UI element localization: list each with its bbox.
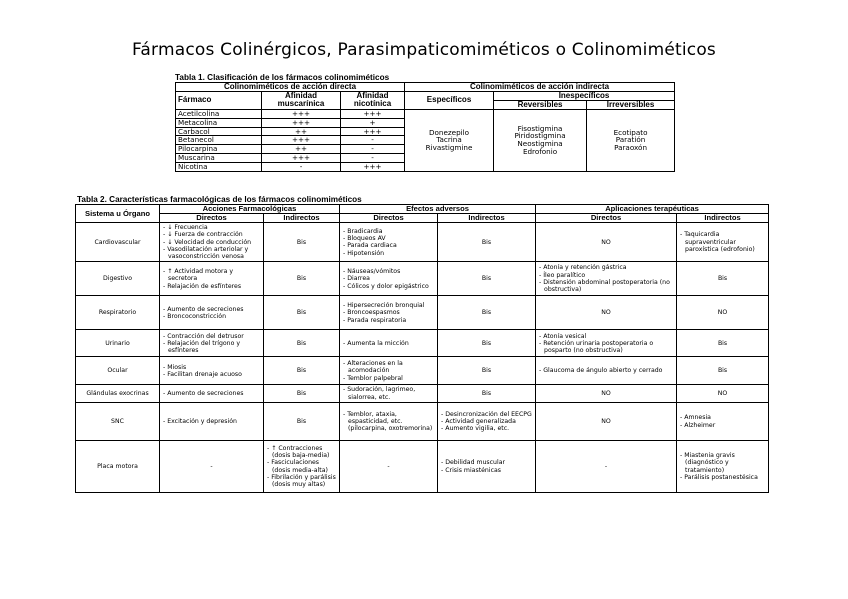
list-item: - Actividad generalizada xyxy=(441,417,516,425)
nic-affinity: - xyxy=(341,145,405,154)
list-item: - Miastenia gravis (diagnóstico y tratamiento) xyxy=(680,451,735,474)
list-item: Tacrina xyxy=(436,135,462,145)
list-item: - Desincronización del EECPG xyxy=(441,410,532,418)
list-item: - Miosis xyxy=(163,363,187,371)
list-item: - Temblor palpebral xyxy=(343,374,403,382)
list-item: - ↑ Actividad motora y secretora xyxy=(163,268,234,283)
list-item: - Fibrilación y parálisis (dosis muy altas) xyxy=(267,473,336,489)
list-item: - Bloqueos AV xyxy=(343,234,386,242)
app-ind-cell: Bis xyxy=(677,330,769,357)
app-ind-cell: NO xyxy=(677,385,769,403)
table-row xyxy=(76,385,769,403)
list-item: - Aumenta la micción xyxy=(343,339,409,347)
sub-direct: Directos xyxy=(536,214,677,223)
app-dir-cell: NO xyxy=(536,403,677,441)
col-specific: Específicos xyxy=(405,91,494,109)
adv-dir-cell xyxy=(340,296,438,330)
musc-affinity: +++ xyxy=(262,154,341,163)
drug-name: Nicotina xyxy=(176,163,262,172)
drug-name: Acetilcolina xyxy=(176,109,262,118)
reversible-list xyxy=(494,109,587,171)
app-ind-cell: Bis xyxy=(677,357,769,385)
list-item: - Temblor, ataxia, espasticidad, etc. (pilocarpina, oxotremorina) xyxy=(343,410,433,433)
list-item: - Distensión abdominal postoperatoria (no obstructiva) xyxy=(539,278,670,294)
list-item: - Retención urinaria postoperatoria o posparto (no obstructiva) xyxy=(539,339,654,355)
list-item: - Debilidad muscular xyxy=(441,459,506,467)
col-actions: Acciones Farmacológicas xyxy=(160,205,340,214)
system-name: Respiratorio xyxy=(76,296,160,330)
act-ind-cell: Bis xyxy=(264,262,340,296)
sub-indirect: Indirectos xyxy=(677,214,769,223)
app-ind-cell: NO xyxy=(677,296,769,330)
list-item: Fisostigmina xyxy=(517,123,563,133)
adv-dir-cell xyxy=(340,385,438,403)
act-dir-cell xyxy=(160,296,264,330)
sub-indirect: Indirectos xyxy=(438,214,536,223)
musc-affinity: +++ xyxy=(262,118,341,127)
act-dir-cell xyxy=(160,330,264,357)
list-item: Piridostigmina xyxy=(514,131,566,141)
list-item: - Hipersecreción bronquial xyxy=(343,302,425,310)
list-item: - ↓ Fuerza de contracción xyxy=(163,231,243,239)
list-item: - Parada cardiaca xyxy=(343,242,397,250)
table-row xyxy=(76,441,769,493)
system-name: Ocular xyxy=(76,357,160,385)
list-item: - Broncoconstricción xyxy=(163,312,226,320)
drug-name: Betanecol xyxy=(176,136,262,145)
sub-direct: Directos xyxy=(340,214,438,223)
app-ind-cell: Bis xyxy=(677,262,769,296)
act-dir-cell xyxy=(160,223,264,262)
drug-name: Carbacol xyxy=(176,127,262,136)
adv-ind-cell: Bis xyxy=(438,223,536,262)
list-item: - Relajación de esfínteres xyxy=(163,282,242,290)
classification-table xyxy=(175,82,675,172)
list-item: Neostigmina xyxy=(517,139,563,149)
list-item: - Taquicardia supraventricular paroxística (edrofonio) xyxy=(680,231,755,253)
list-item: - Facilitan drenaje acuoso xyxy=(163,370,242,378)
list-item: - Amnesia xyxy=(680,414,711,422)
sub-indirect: Indirectos xyxy=(264,214,340,223)
nic-affinity: +++ xyxy=(341,163,405,172)
adv-ind-cell: Bis xyxy=(438,296,536,330)
table-row xyxy=(176,109,675,118)
list-item: - Vasodilatación arteriolar y vasoconstricción venosa xyxy=(163,245,249,261)
table-row xyxy=(76,330,769,357)
sub-direct: Directos xyxy=(160,214,264,223)
col-system: Sistema u Órgano xyxy=(76,205,160,223)
adv-ind-cell: Bis xyxy=(438,330,536,357)
table-row xyxy=(76,296,769,330)
table-row xyxy=(76,403,769,441)
adv-dir-cell xyxy=(340,223,438,262)
col-adverse: Efectos adversos xyxy=(340,205,536,214)
nic-affinity: - xyxy=(341,136,405,145)
adv-ind-cell xyxy=(438,441,536,493)
list-item: Ecotipato xyxy=(613,127,648,137)
nic-affinity: +++ xyxy=(341,109,405,118)
app-dir-cell: NO xyxy=(536,296,677,330)
list-item: - Hipotensión xyxy=(343,249,385,257)
list-item: Edrofonio xyxy=(522,147,558,157)
drug-name: Muscarina xyxy=(176,154,262,163)
app-dir-cell xyxy=(536,262,677,296)
app-dir-cell: NO xyxy=(536,223,677,262)
musc-affinity: +++ xyxy=(262,136,341,145)
table2-caption: Tabla 2. Características farmacológicas de los fármacos colinomiméticos xyxy=(77,195,362,204)
adv-ind-cell: Bis xyxy=(438,385,536,403)
list-item: - ↓ Frecuencia xyxy=(163,224,208,231)
list-item: - Bradicardia xyxy=(343,227,383,235)
col-irreversible: Irreversibles xyxy=(587,100,675,109)
adv-dir-cell: - xyxy=(340,441,438,493)
act-ind-cell: Bis xyxy=(264,385,340,403)
list-item: - ↑ Contracciones (dosis baja-media) xyxy=(267,444,330,459)
adv-dir-cell xyxy=(340,357,438,385)
app-ind-cell xyxy=(677,223,769,262)
adv-ind-cell: Bis xyxy=(438,357,536,385)
list-item: - Aumento de secreciones xyxy=(163,305,244,313)
act-dir-cell xyxy=(160,357,264,385)
list-item: - Parálisis postanestésica xyxy=(680,473,758,481)
table-row xyxy=(76,357,769,385)
act-ind-cell: Bis xyxy=(264,357,340,385)
act-dir-cell xyxy=(160,262,264,296)
app-ind-cell xyxy=(677,403,769,441)
table-row xyxy=(76,262,769,296)
system-name: Urinario xyxy=(76,330,160,357)
app-dir-cell: - xyxy=(536,441,677,493)
act-dir-cell: - xyxy=(160,441,264,493)
musc-affinity: - xyxy=(262,163,341,172)
list-item: - Alteraciones en la acomodación xyxy=(343,360,403,375)
musc-affinity: +++ xyxy=(262,109,341,118)
list-item: - Íleo paralítico xyxy=(539,271,586,279)
col-musc: Afinidad muscarínica xyxy=(262,91,341,109)
irreversible-list xyxy=(587,109,675,171)
act-ind-cell: Bis xyxy=(264,223,340,262)
app-dir-cell: NO xyxy=(536,385,677,403)
adv-ind-cell: Bis xyxy=(438,262,536,296)
list-item: - Parada respiratoria xyxy=(343,316,407,324)
drug-name: Pilocarpina xyxy=(176,145,262,154)
list-item: - Alzheimer xyxy=(680,421,716,429)
nic-affinity: - xyxy=(341,154,405,163)
adv-dir-cell xyxy=(340,330,438,357)
list-item: - ↓ Velocidad de conducción xyxy=(163,238,252,246)
list-item: - Glaucoma de ángulo abierto y cerrado xyxy=(539,367,663,375)
act-ind-cell xyxy=(264,441,340,493)
musc-affinity: ++ xyxy=(262,145,341,154)
direct-header: Colinomiméticos de acción directa xyxy=(176,83,405,92)
list-item: - Atonía vesical xyxy=(539,332,587,340)
system-name: Digestivo xyxy=(76,262,160,296)
list-item: - Crisis miasténicas xyxy=(441,466,501,474)
col-apps: Aplicaciones terapéuticas xyxy=(536,205,769,214)
col-nonspecific: Inespecíficos xyxy=(494,91,675,100)
list-item: Donezepilo xyxy=(429,127,470,137)
list-item: - Fasciculaciones (dosis media-alta) xyxy=(267,459,328,474)
system-name: Glándulas exocrinas xyxy=(76,385,160,403)
nic-affinity: + xyxy=(341,118,405,127)
adv-ind-cell xyxy=(438,403,536,441)
system-name: Placa motora xyxy=(76,441,160,493)
col-drug: Fármaco xyxy=(176,91,262,109)
act-dir-cell xyxy=(160,385,264,403)
act-dir-cell xyxy=(160,403,264,441)
list-item: - Aumento de secreciones xyxy=(163,390,244,398)
list-item: - Excitación y depresión xyxy=(163,417,237,425)
musc-affinity: ++ xyxy=(262,127,341,136)
list-item: - Relajación del trígono y esfínteres xyxy=(163,339,241,355)
system-name: SNC xyxy=(76,403,160,441)
list-item: - Atonía y retención gástrica xyxy=(539,264,627,272)
col-nic: Afinidad nicotínica xyxy=(341,91,405,109)
characteristics-table xyxy=(75,204,769,493)
app-dir-cell xyxy=(536,357,677,385)
indirect-header: Colinomiméticos de acción indirecta xyxy=(405,83,675,92)
list-item: Paratión xyxy=(615,135,646,145)
page-title: Fármacos Colinérgicos, Parasimpaticomiméticos o Colinomiméticos xyxy=(132,40,716,60)
act-ind-cell: Bis xyxy=(264,403,340,441)
list-item: - Sudoración, lagrimeo, sialorrea, etc. xyxy=(343,386,416,401)
table1-caption: Tabla 1. Clasificación de los fármacos colinomiméticos xyxy=(175,73,390,82)
list-item: - Diarrea xyxy=(343,275,370,283)
app-dir-cell xyxy=(536,330,677,357)
specific-list xyxy=(405,109,494,171)
col-reversible: Reversibles xyxy=(494,100,587,109)
list-item: - Cólicos y dolor epigástrico xyxy=(343,282,429,290)
nic-affinity: +++ xyxy=(341,127,405,136)
list-item: Paraoxón xyxy=(614,143,647,153)
drug-name: Metacolina xyxy=(176,118,262,127)
adv-dir-cell xyxy=(340,403,438,441)
table-row xyxy=(76,223,769,262)
app-ind-cell xyxy=(677,441,769,493)
adv-dir-cell xyxy=(340,262,438,296)
act-ind-cell: Bis xyxy=(264,296,340,330)
list-item: Rivastigmine xyxy=(425,143,473,153)
list-item: - Broncoespasmos xyxy=(343,309,400,317)
list-item: - Náuseas/vómitos xyxy=(343,268,401,276)
system-name: Cardiovascular xyxy=(76,223,160,262)
list-item: - Aumento vigilia, etc. xyxy=(441,425,510,433)
list-item: - Contracción del detrusor xyxy=(163,332,244,340)
act-ind-cell: Bis xyxy=(264,330,340,357)
